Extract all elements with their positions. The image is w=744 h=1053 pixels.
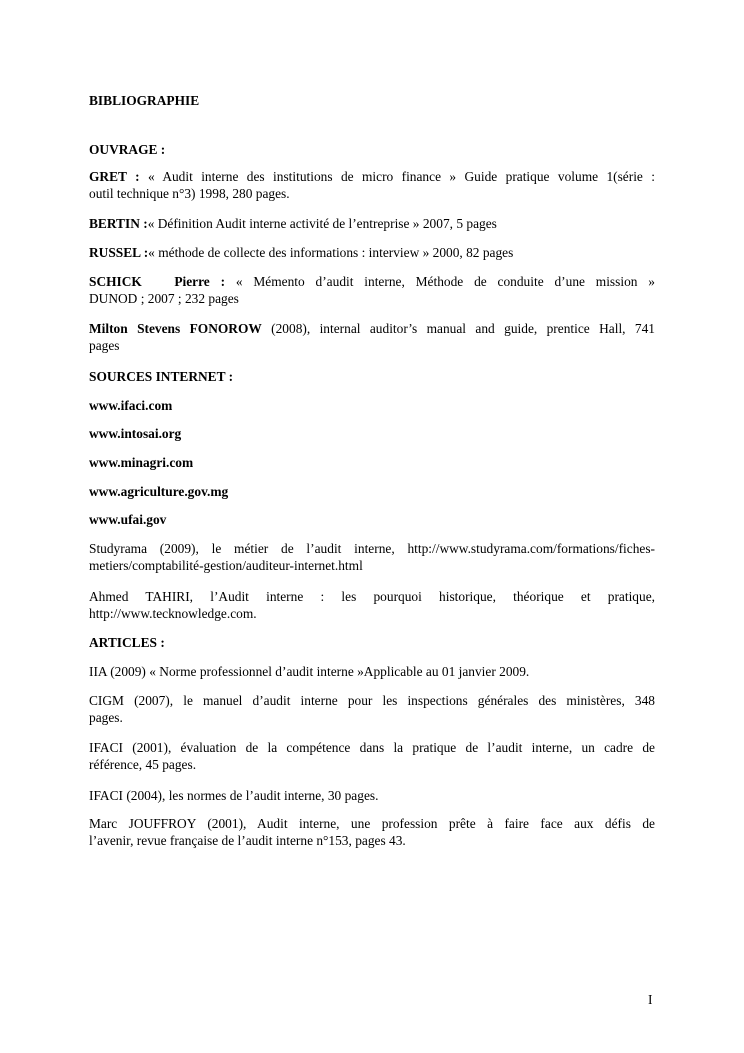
reference-schick: SCHICK Pierre : « Mémento d’audit interne, Méthode de conduite d’une mission » DUNOD ; 2007 ; 232 pages [89,274,655,306]
reference-tahiri: Ahmed TAHIRI, l’Audit interne : les pourquoi historique, théorique et pratique, http://www.tecknowledge.com. [89,589,655,621]
articles-heading: ARTICLES : [89,635,165,650]
reference-bertin: BERTIN :« Définition Audit interne activité de l’entreprise » 2007, 5 pages [89,216,497,231]
website-link[interactable]: www.ufai.gov [89,512,167,527]
reference-russel: RUSSEL :« méthode de collecte des informations : interview » 2000, 82 pages [89,245,514,260]
website-link[interactable]: www.ifaci.com [89,398,173,413]
reference-studyrama: Studyrama (2009), le métier de l’audit interne, http://www.studyrama.com/formations/fiches- metiers/comptabilité-gestion/auditeur-internet.html [89,541,655,573]
reference-fonorow: Milton Stevens FONOROW (2008), internal auditor’s manual and guide, prentice Hall, 741 pages [89,321,655,353]
reference-gret: GRET : « Audit interne des institutions de micro finance » Guide pratique volume 1(série : outil technique n°3) 1998, 280 pages. [89,169,655,201]
ouvrage-heading: OUVRAGE : [89,142,166,157]
article-ifaci-2004: IFACI (2004), les normes de l’audit interne, 30 pages. [89,788,379,803]
website-link[interactable]: www.agriculture.gov.mg [89,484,229,499]
article-jouffroy: Marc JOUFFROY (2001), Audit interne, une profession prête à faire face aux défis de l’avenir, revue française de l’audit interne n°153, pages 43. [89,816,655,848]
page-number: I [648,992,653,1007]
internet-heading: SOURCES INTERNET : [89,369,234,384]
page-title: BIBLIOGRAPHIE [89,93,200,108]
website-link[interactable]: www.intosai.org [89,426,182,441]
article-iia: IIA (2009) « Norme professionnel d’audit interne »Applicable au 01 janvier 2009. [89,664,530,679]
article-cigm: CIGM (2007), le manuel d’audit interne pour les inspections générales des ministères, 348 pages. [89,693,655,725]
website-link[interactable]: www.minagri.com [89,455,194,470]
article-ifaci-2001: IFACI (2001), évaluation de la compétence dans la pratique de l’audit interne, un cadre de référence, 45 pages. [89,740,655,772]
